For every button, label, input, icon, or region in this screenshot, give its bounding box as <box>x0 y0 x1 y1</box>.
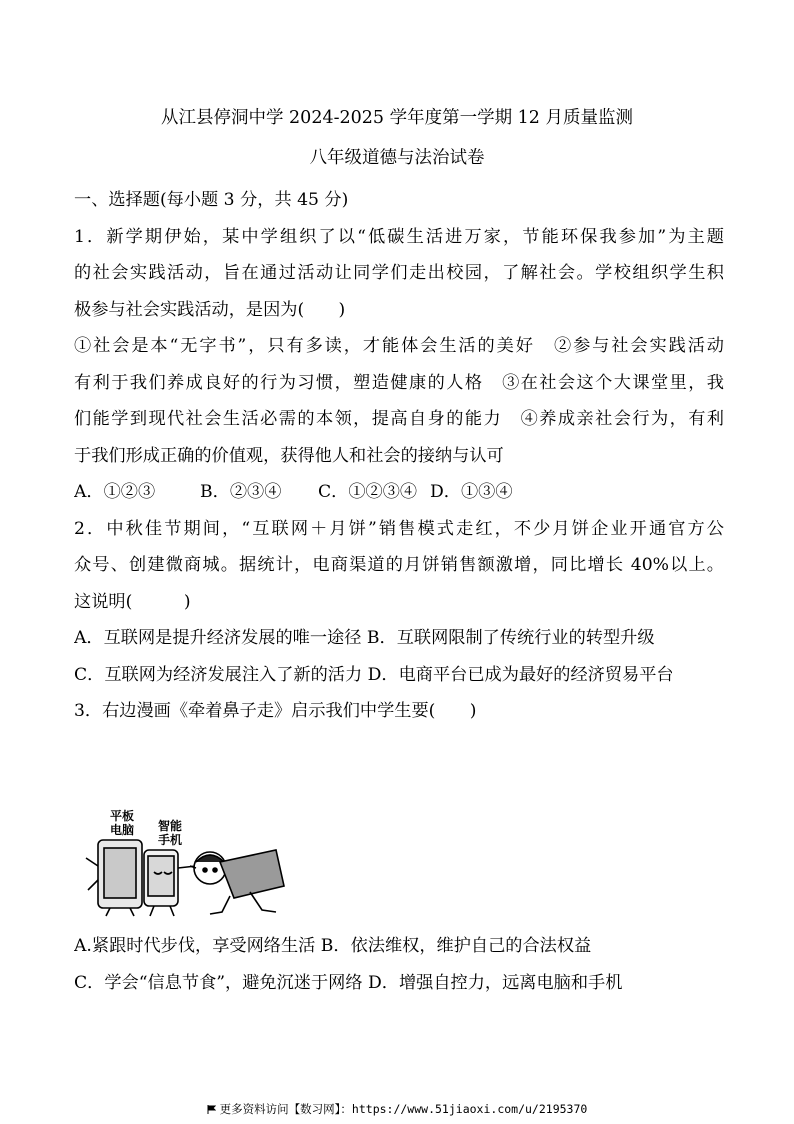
q3-stem: 3．右边漫画《牵着鼻子走》启示我们中学生要( ) <box>74 701 477 721</box>
q1-statement-line-3: 们能学到现代社会生活必需的本领，提高自身的能力 ④养成亲社会行为，有利 <box>74 409 724 429</box>
footer-text: 更多资料访问【数习网】：https://www.51jiaoxi.com/u/2195370 <box>219 1102 588 1116</box>
question-3 <box>74 697 724 734</box>
q1-stem-line-3: 极参与社会实践活动，是因为( ) <box>74 299 346 320</box>
cartoon-label-phone-1: 智能 <box>158 819 183 833</box>
q1-option-b: B．②③④ <box>200 482 282 502</box>
cartoon-label-tablet-2: 电脑 <box>110 823 135 837</box>
flag-icon <box>207 1105 216 1114</box>
q2-options-cd: C．互联网为经济发展注入了新的活力 D．电商平台已成为最好的经济贸易平台 <box>74 664 674 685</box>
q2-options-ab: A．互联网是提升经济发展的唯一途径 B．互联网限制了传统行业的转型升级 <box>74 628 655 648</box>
tablet-drawing <box>86 840 142 916</box>
cartoon-led-by-the-nose <box>80 806 290 918</box>
question-2 <box>74 515 724 698</box>
q3-options-ab: A.紧跟时代步伐，享受网络生活 B．依法维权，维护自己的合法权益 <box>74 936 592 956</box>
exam-subtitle: 八年级道德与法治试卷 <box>309 148 485 168</box>
cartoon-label-phone-2: 手机 <box>158 833 183 847</box>
q3-options <box>74 932 724 1005</box>
exam-title: 从江县停洞中学 2024-2025 学年度第一学期 12 月质量监测 <box>160 108 633 128</box>
q1-statement-line-2: 有利于我们养成良好的行为习惯，塑造健康的人格 ③在社会这个大课堂里，我 <box>74 372 724 393</box>
phone-drawing <box>144 850 196 916</box>
q1-options <box>74 478 724 515</box>
q2-stem-line-2: 众号、创建微商城。据统计，电商渠道的月饼销售额激增，同比增长 40%以上。 <box>74 555 724 575</box>
q1-option-a: A．①②③ <box>74 482 156 502</box>
q1-stem-line-1: 1．新学期伊始，某中学组织了以“低碳生活进万家，节能环保我参加”为主题 <box>74 226 724 247</box>
footer-note <box>0 1101 794 1117</box>
q1-statement-line-1: ①社会是本“无字书”，只有多读，才能体会生活的美好 ②参与社会实践活动 <box>74 336 724 356</box>
q1-option-d: D．①③④ <box>430 482 513 502</box>
q1-stem-line-2: 的社会实践活动，旨在通过活动让同学们走出校园，了解社会。学校组织学生积 <box>74 263 724 283</box>
cartoon-label-tablet-1: 平板 <box>110 809 135 823</box>
exam-content <box>74 186 724 734</box>
q2-stem-line-1: 2．中秋佳节期间，“互联网＋月饼”销售模式走红，不少月饼企业开通官方公 <box>74 518 724 539</box>
q2-stem-line-3: 这说明( ) <box>74 591 191 612</box>
section-heading: 一、选择题(每小题 3 分，共 45 分) <box>74 190 349 210</box>
q1-statement-line-4: 于我们形成正确的价值观，获得他人和社会的接纳与认可 <box>74 445 504 466</box>
q3-options-cd: C．学会“信息节食”，避免沉迷于网络 D．增强自控力，远离电脑和手机 <box>74 972 623 993</box>
q1-option-c: C．①②③④ <box>318 482 418 502</box>
student-drawing <box>190 850 284 914</box>
question-1 <box>74 223 724 515</box>
